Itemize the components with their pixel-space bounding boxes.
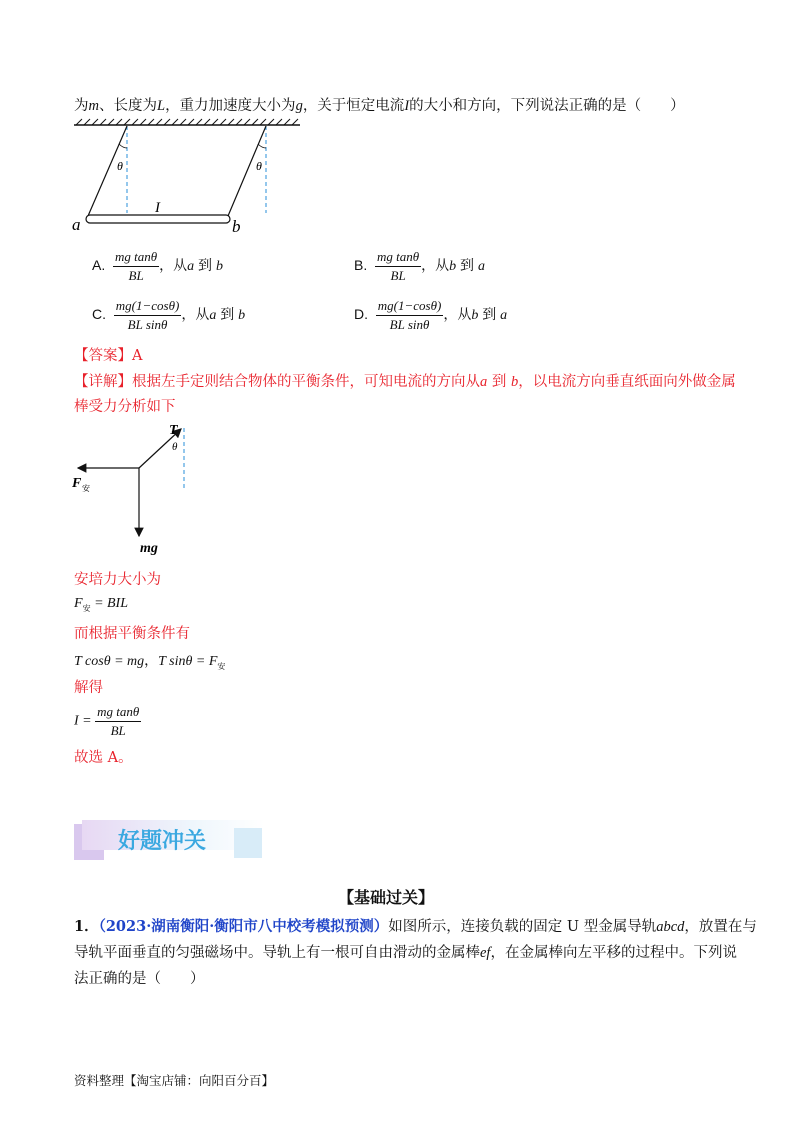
figure-rod-suspension — [70, 118, 310, 238]
answer-line: 【答案】A — [74, 348, 143, 364]
ampere-equation: $F_安$ = BIL — [74, 596, 129, 613]
q1-line-2: 导轨平面垂直的匀强磁场中。导轨上有一根可自由滑动的金属棒ef，在金属棒向左平移的过程中。下列说 — [74, 945, 737, 961]
question-text: 为m、长度为L，重力加速度大小为g，关于恒定电流I的大小和方向，下列说法正确的是（ ） — [74, 98, 685, 114]
metal-rod — [86, 215, 230, 223]
ampere-force-subscript: 安 — [82, 484, 90, 493]
label-a: a — [72, 215, 81, 234]
section-banner — [74, 818, 270, 864]
theta-label-force: θ — [172, 441, 178, 453]
option-a[interactable]: A. $\frac{\text{mg tanθ}}{BL}$ ，从a 到 b — [92, 249, 223, 283]
ampere-force-label: F — [72, 476, 82, 491]
option-d[interactable]: D. $\frac{mg(1-\cos\theta)}{\text{BL sinθ}}$ ，从b 到 a — [354, 298, 508, 332]
ceiling-hatch — [76, 119, 298, 125]
theta-label-left: θ — [117, 159, 123, 173]
angle-arc-right — [258, 144, 266, 148]
figure-force-diagram — [66, 418, 206, 558]
solve-label: 解得 — [74, 680, 103, 696]
conclusion: 故选 A。 — [74, 750, 133, 766]
footer-text: 资料整理【淘宝店铺：向阳百分百】 — [74, 1073, 275, 1088]
result-equation: I = $\frac{\text{mg tanθ}}{BL}$ — [74, 704, 140, 738]
ampere-label: 安培力大小为 — [74, 572, 161, 588]
result-fraction: $\frac{\text{mg tanθ}}{BL}$ — [97, 704, 140, 738]
label-b: b — [232, 217, 241, 236]
tension-label: T — [169, 423, 178, 438]
q1-line-3: 法正确的是（ ） — [74, 971, 205, 987]
banner-graphic — [74, 818, 270, 864]
detail-line-1: 【详解】根据左手定则结合物体的平衡条件，可知电流的方向从a 到 b，以电流方向垂直纸面向外做金属 — [74, 374, 736, 390]
current-label: I — [155, 200, 160, 216]
angle-arc-left — [119, 144, 127, 148]
section-title: 【基础过关】 — [338, 888, 435, 907]
detail-line-2: 棒受力分析如下 — [74, 399, 176, 415]
banner-title: 好题冲关 — [118, 829, 207, 854]
balance-equations: T cosθ = mg，T $\sin\theta = F_安$ — [74, 654, 226, 671]
option-a-fraction: $\frac{\text{mg tanθ}}{BL}$ — [115, 249, 158, 283]
banner-block-right — [234, 828, 262, 858]
gravity-label: mg — [140, 541, 158, 556]
option-c[interactable]: C. $\frac{mg(1-\cos\theta)}{\text{BL sinθ}}$ ，从a 到 b — [92, 298, 246, 332]
balance-label: 而根据平衡条件有 — [74, 626, 190, 642]
option-b-fraction: $\frac{\text{mg tanθ}}{BL}$ — [377, 249, 420, 283]
option-b[interactable]: B. $\frac{\text{mg tanθ}}{BL}$ ，从b 到 a — [354, 249, 485, 283]
q1-line-1: 1．（2023·湖南衡阳·衡阳市八中校考模拟预测）如图所示，连接负载的固定 U 型金属导轨abcd，放置在与 — [74, 918, 757, 935]
option-c-fraction: $\frac{mg(1-\cos\theta)}{\text{BL sinθ}}$ — [115, 298, 180, 332]
option-d-fraction: $\frac{mg(1-\cos\theta)}{\text{BL sinθ}}$ — [377, 298, 442, 332]
theta-label-right: θ — [256, 159, 262, 173]
